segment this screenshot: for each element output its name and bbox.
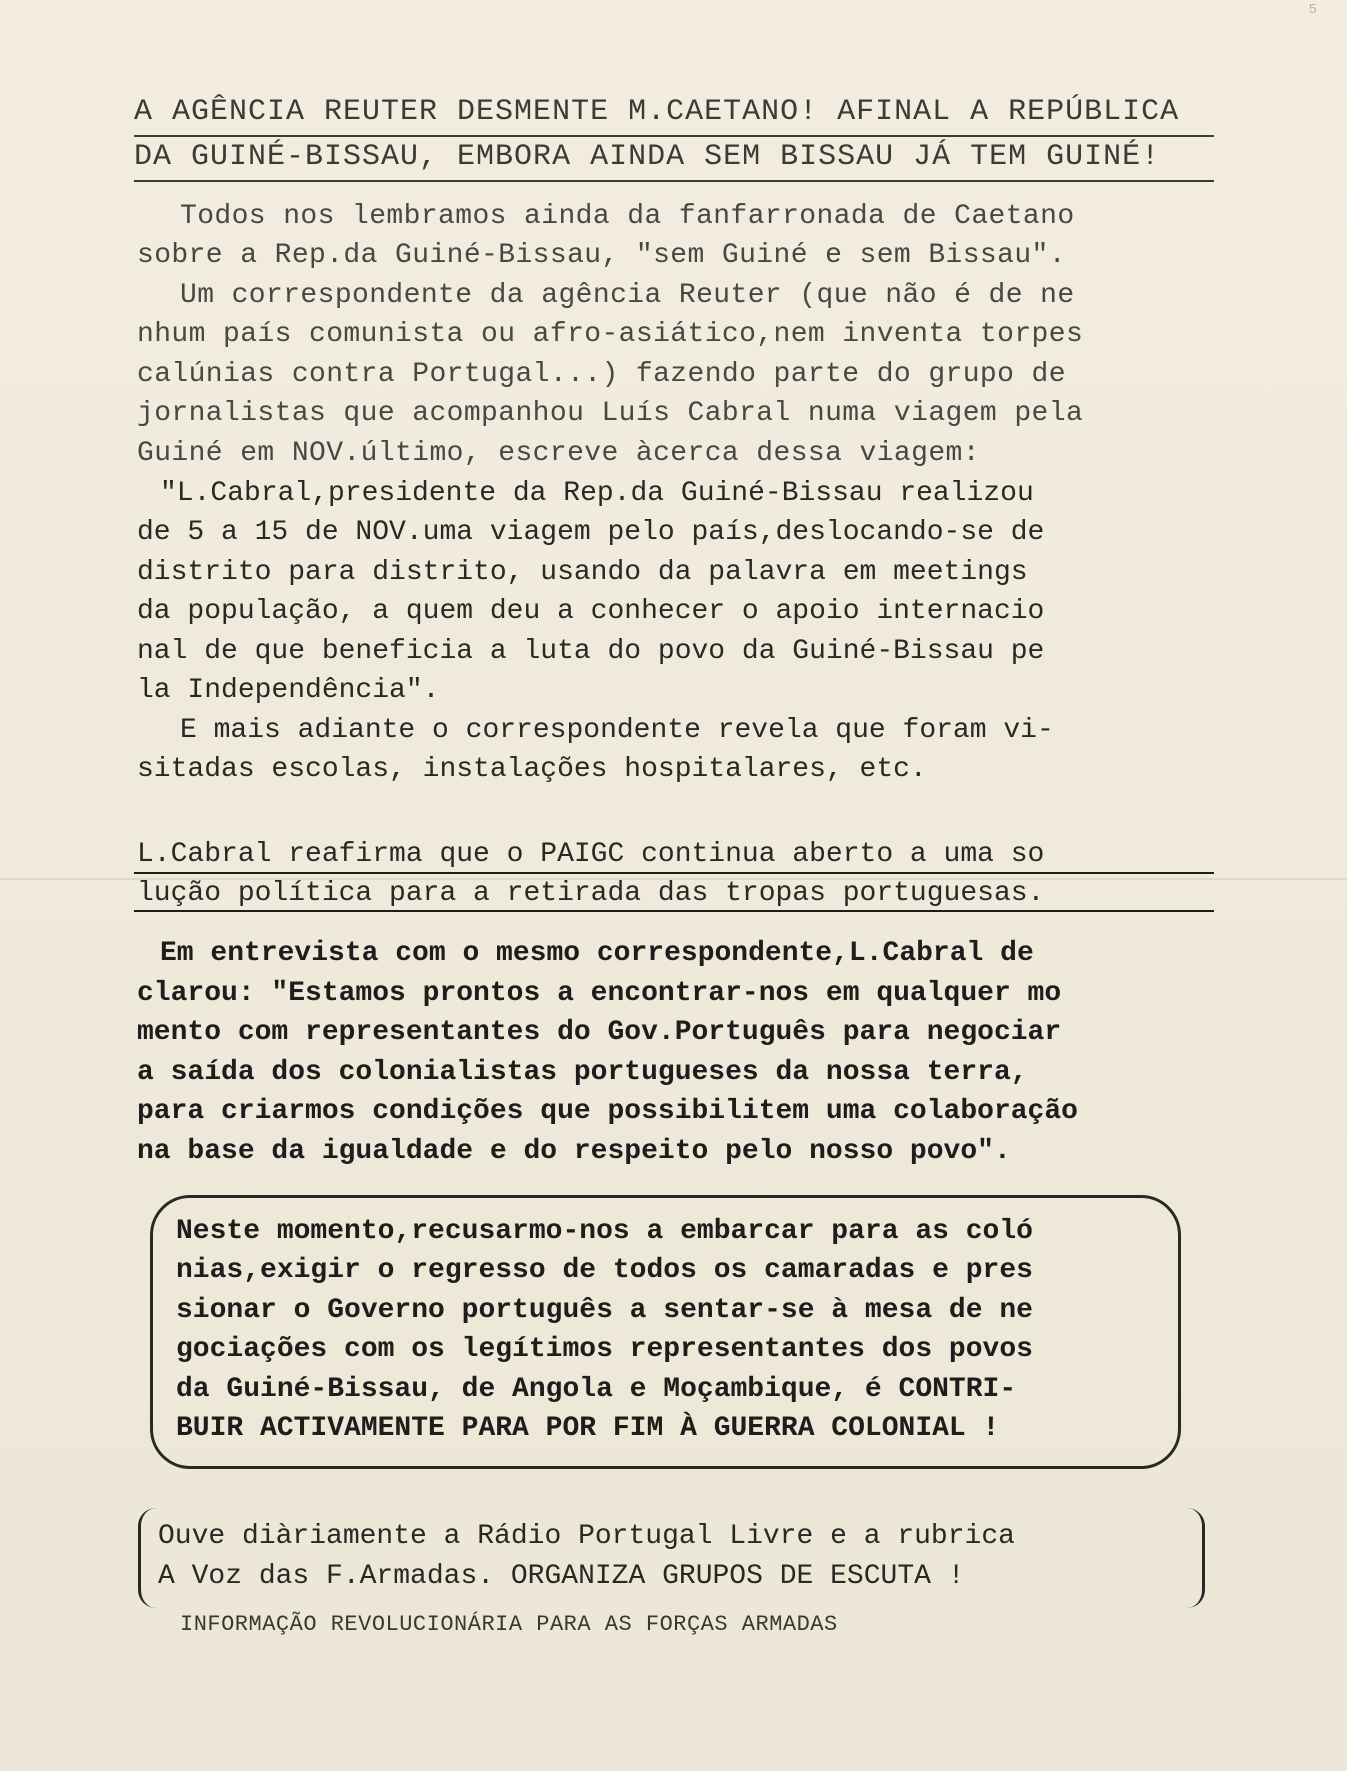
radio-notice-line: Ouve diàriamente a Rádio Portugal Livre e a rubrica [158,1521,1015,1552]
headline-line-1: A AGÊNCIA REUTER DESMENTE M.CAETANO! AFINAL A REPÚBLICA [134,95,1180,129]
quote-line: da população, a quem deu a conhecer o apoio internacio [137,596,1045,627]
boxed-message-line: Neste momento,recusarmo-nos a embarcar para as coló [176,1216,1033,1247]
interview-line: clarou: "Estamos prontos a encontrar-nos em qualquer mo [137,978,1062,1009]
quote-line: E mais adiante o correspondente revela que foram vi- [180,715,1054,746]
boxed-message-line: BUIR ACTIVAMENTE PARA POR FIM À GUERRA COLONIAL ! [176,1413,1000,1444]
quote-line: "L.Cabral,presidente da Rep.da Guiné-Bissau realizou [160,478,1034,509]
headline-underline-1 [134,135,1214,137]
radio-notice-line: A Voz das F.Armadas. ORGANIZA GRUPOS DE ESCUTA ! [158,1561,965,1592]
page-number: 5 [1308,2,1317,18]
subheadline-underline-2 [134,910,1214,912]
quote-line: la Independência". [137,675,440,706]
footer-signature: INFORMAÇÃO REVOLUCIONÁRIA PARA AS FORÇAS ARMADAS [180,1612,838,1637]
boxed-message-line: da Guiné-Bissau, de Angola e Moçambique, é CONTRI- [176,1374,1017,1405]
interview-line: Em entrevista com o mesmo correspondente,L.Cabral de [160,938,1034,969]
article-line: Guiné em NOV.último, escreve àcerca dessa viagem: [137,438,980,469]
article-line: calúnias contra Portugal...) fazendo parte do grupo de [137,359,1066,390]
interview-line: na base da igualdade e do respeito pelo nosso povo". [137,1136,1011,1167]
article-line: sobre a Rep.da Guiné-Bissau, "sem Guiné e sem Bissau". [137,240,1066,271]
interview-line: mento com representantes do Gov.Português para negociar [137,1017,1062,1048]
interview-line: para criarmos condições que possibilitem uma colaboração [137,1096,1078,1127]
boxed-message-line: sionar o Governo português a sentar-se à mesa de ne [176,1295,1033,1326]
boxed-message-line: nias,exigir o regresso de todos os camaradas e pres [176,1255,1033,1286]
quote-line: nal de que beneficia a luta do povo da Guiné-Bissau pe [137,636,1045,667]
headline-line-2: DA GUINÉ-BISSAU, EMBORA AINDA SEM BISSAU JÁ TEM GUINÉ! [134,140,1161,174]
quote-line: sitadas escolas, instalações hospitalares, etc. [137,754,927,785]
boxed-message-line: gociações com os legítimos representantes dos povos [176,1334,1033,1365]
article-line: Um correspondente da agência Reuter (que não é de ne [180,280,1075,311]
article-line: Todos nos lembramos ainda da fanfarronada de Caetano [180,201,1075,232]
quote-line: distrito para distrito, usando da palavra em meetings [137,557,1028,588]
headline-underline-2 [134,180,1214,182]
quote-line: de 5 a 15 de NOV.uma viagem pelo país,deslocando-se de [137,517,1045,548]
article-line: jornalistas que acompanhou Luís Cabral numa viagem pela [137,398,1084,429]
subheadline-line-2: lução política para a retirada das tropas portuguesas. [137,878,1045,909]
subheadline-line-1: L.Cabral reafirma que o PAIGC continua aberto a uma so [137,839,1045,870]
subheadline-underline-1 [134,872,1214,874]
article-line: nhum país comunista ou afro-asiático,nem inventa torpes [137,319,1084,350]
interview-line: a saída dos colonialistas portugueses da nossa terra, [137,1057,1028,1088]
